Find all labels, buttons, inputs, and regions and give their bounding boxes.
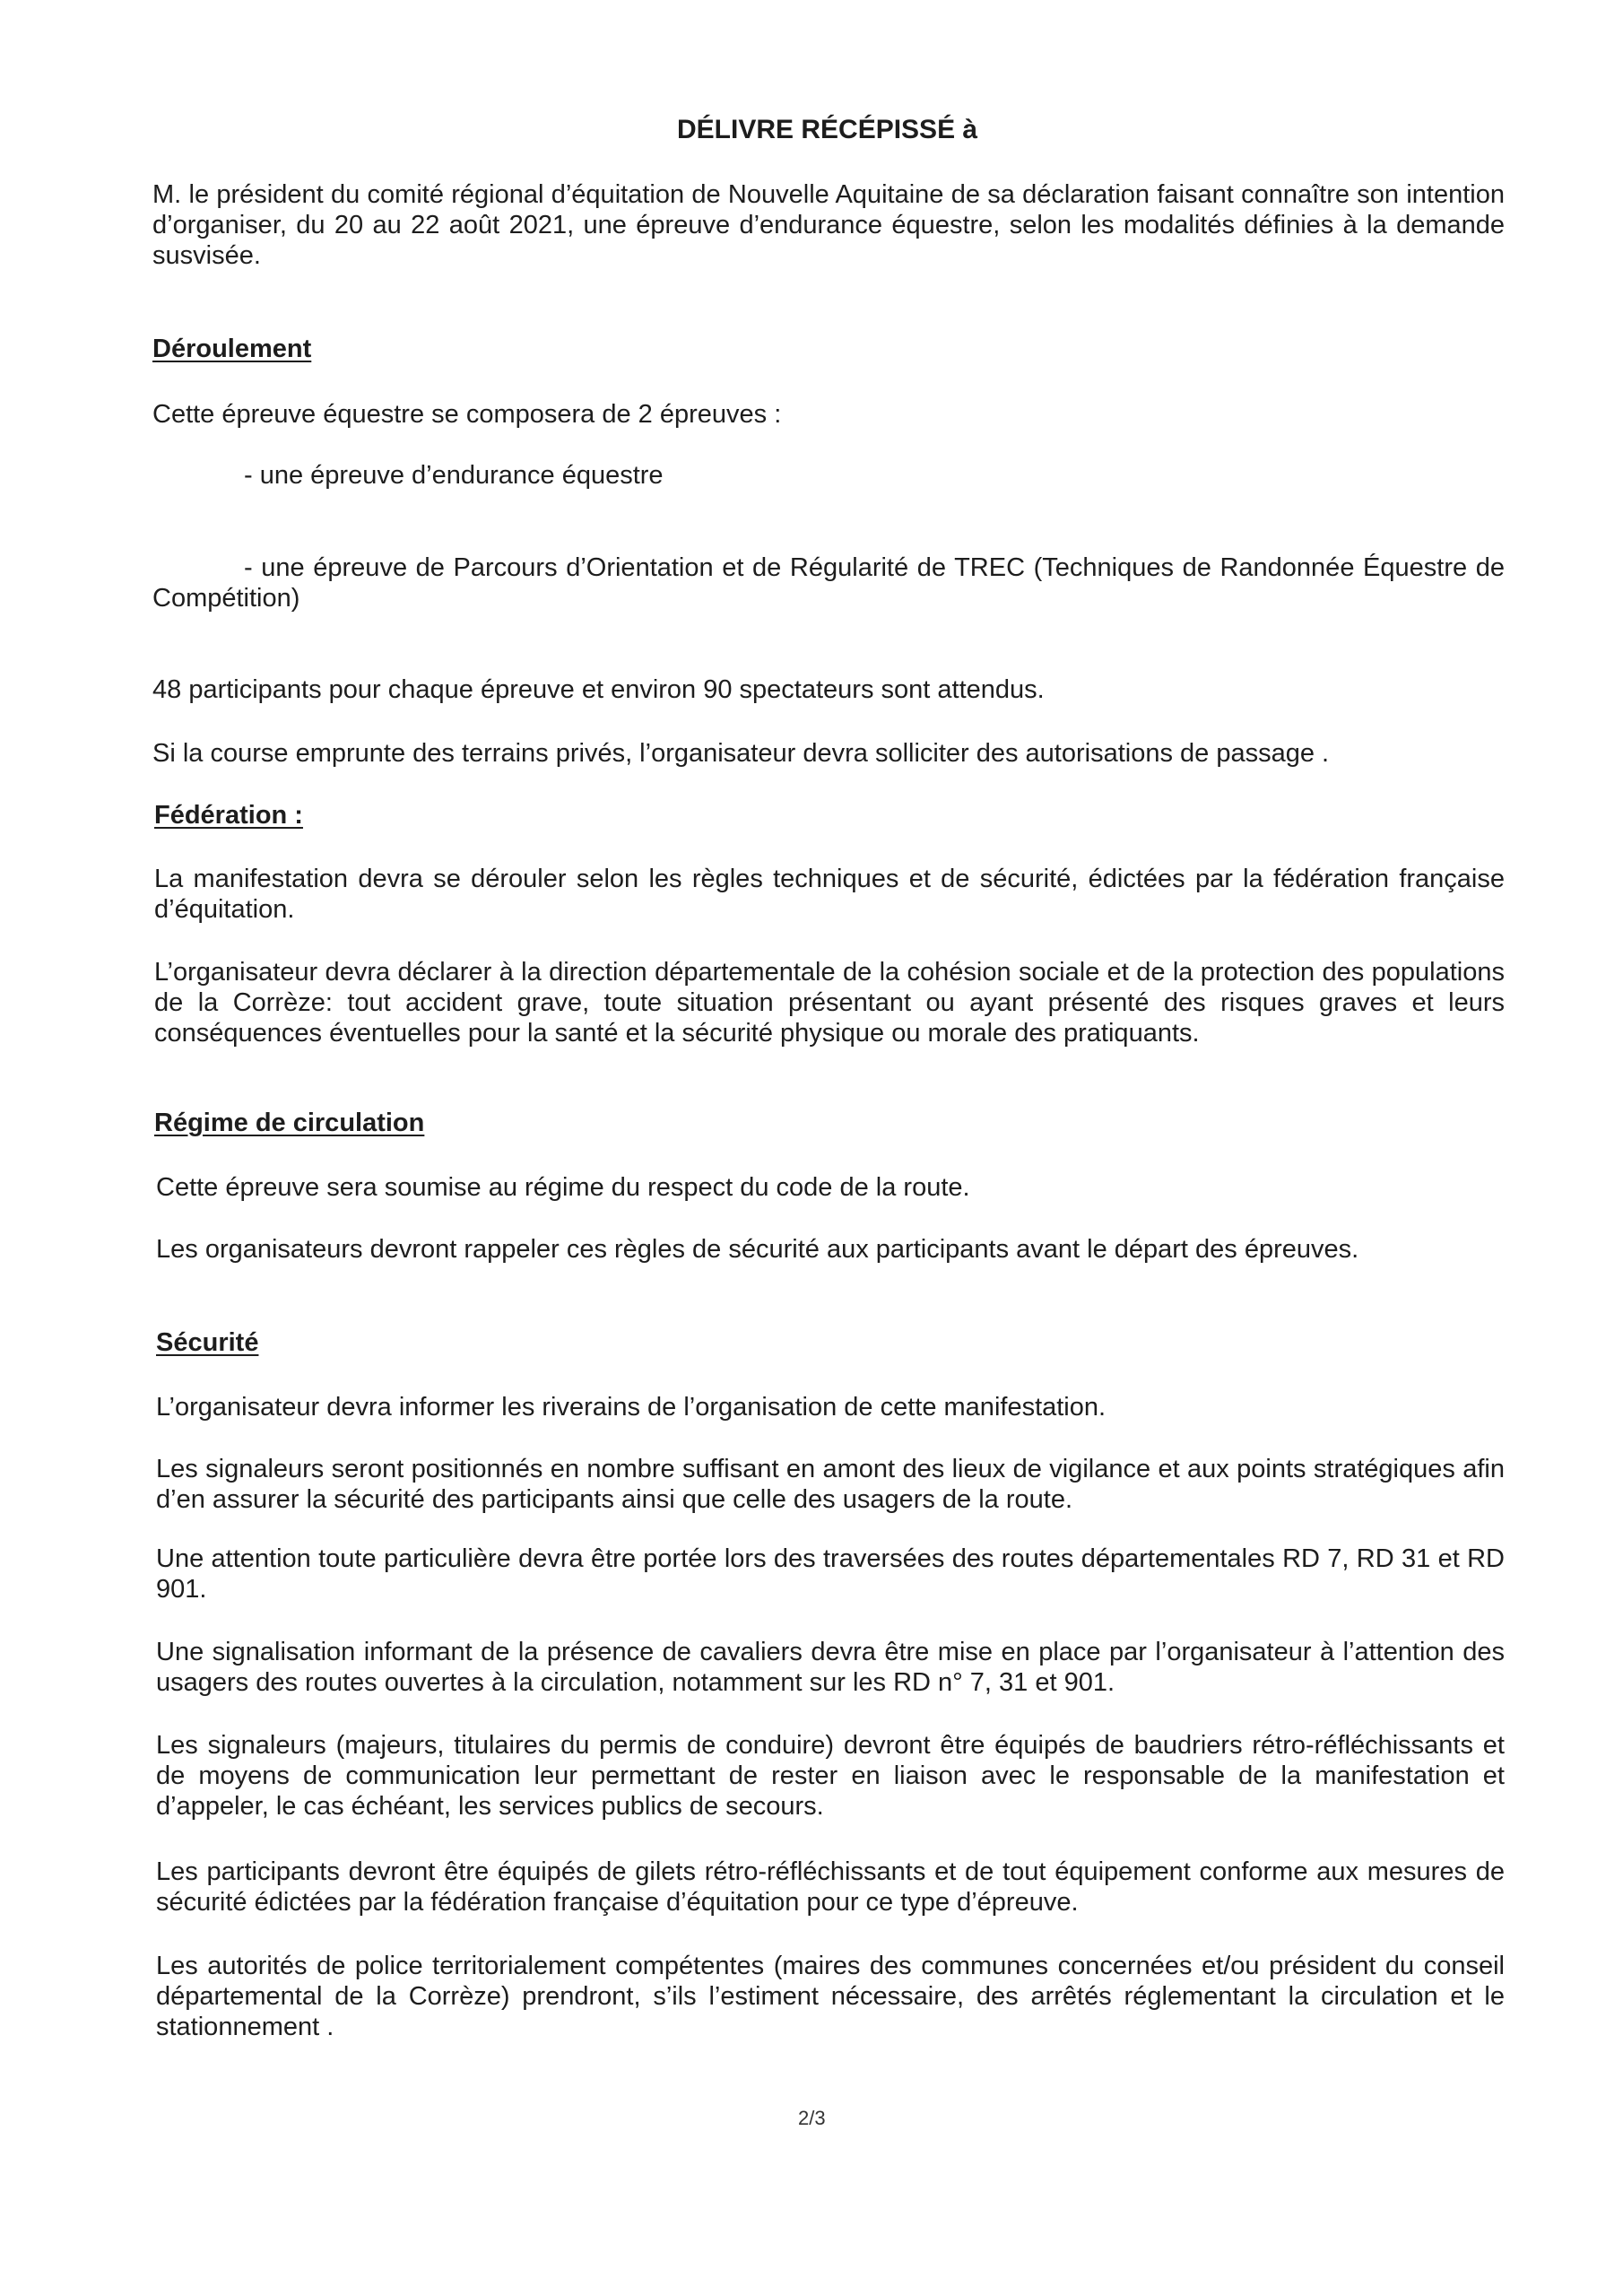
heading-federation: Fédération : bbox=[154, 801, 303, 830]
securite-paragraph-6: Les participants devront être équipés de gilets rétro-réfléchissants et de tout équipement conforme aux mesures de sécurité édictées par la fédération française d’équitation pour ce type d’épreuve. bbox=[156, 1857, 1505, 1917]
circulation-paragraph-2: Les organisateurs devront rappeler ces règles de sécurité aux participants avant le départ des épreuves. bbox=[156, 1235, 1359, 1264]
federation-paragraph-2: L’organisateur devra déclarer à la direction départementale de la cohésion sociale et de la protection des populations de la Corrèze: tout accident grave, toute situation présentant ou ayant présenté des risques graves et leurs conséquences éventuelles pour la santé et la sécurité physique ou morale des pratiquants. bbox=[154, 958, 1505, 1048]
deroulement-item-2: - une épreuve de Parcours d’Orientation et de Régularité de TREC (Techniques de Randonnée Équestre de Compétition) bbox=[152, 553, 1505, 613]
circulation-paragraph-1: Cette épreuve sera soumise au régime du respect du code de la route. bbox=[156, 1173, 970, 1202]
deroulement-item-1: - une épreuve d’endurance équestre bbox=[244, 461, 664, 490]
securite-paragraph-2: Les signaleurs seront positionnés en nombre suffisant en amont des lieux de vigilance et aux points stratégiques afin d’en assurer la sécurité des participants ainsi que celle des usagers de la route. bbox=[156, 1455, 1505, 1514]
securite-paragraph-7: Les autorités de police territorialement compétentes (maires des communes concernées et/ou président du conseil départemental de la Corrèze) prendront, s’ils l’estiment nécessaire, des arrêtés réglementant la circulation et le stationnement . bbox=[156, 1952, 1505, 2041]
heading-regime-circulation: Régime de circulation bbox=[154, 1109, 425, 1137]
federation-paragraph-1: La manifestation devra se dérouler selon les règles techniques et de sécurité, édictées par la fédération française d’équitation. bbox=[154, 865, 1505, 924]
securite-paragraph-4: Une signalisation informant de la présence de cavaliers devra être mise en place par l’organisateur à l’attention des usagers des routes ouvertes à la circulation, notamment sur les RD n° 7, 31 et 901. bbox=[156, 1638, 1505, 1697]
securite-paragraph-1: L’organisateur devra informer les riverains de l’organisation de cette manifestation. bbox=[156, 1393, 1107, 1422]
deroulement-participants: 48 participants pour chaque épreuve et environ 90 spectateurs sont attendus. bbox=[152, 675, 1045, 704]
securite-paragraph-3: Une attention toute particulière devra être portée lors des traversées des routes départementales RD 7, RD 31 et RD 901. bbox=[156, 1544, 1505, 1604]
page-number: 2/3 bbox=[798, 2107, 826, 2129]
deroulement-private-land: Si la course emprunte des terrains privés, l’organisateur devra solliciter des autorisations de passage . bbox=[152, 739, 1330, 768]
document-title: DÉLIVRE RÉCÉPISSÉ à bbox=[677, 115, 978, 144]
securite-paragraph-5: Les signaleurs (majeurs, titulaires du permis de conduire) devront être équipés de baudriers rétro-réfléchissants et de moyens de communication leur permettant de rester en liaison avec le responsable de la manifestation et d’appeler, le cas échéant, les services publics de secours. bbox=[156, 1731, 1505, 1821]
heading-deroulement: Déroulement bbox=[152, 335, 312, 363]
heading-securite: Sécurité bbox=[156, 1328, 259, 1357]
intro-paragraph: M. le président du comité régional d’équitation de Nouvelle Aquitaine de sa déclaration faisant connaître son intention d’organiser, du 20 au 22 août 2021, une épreuve d’endurance équestre, selon les modalités définies à la demande susvisée. bbox=[152, 180, 1505, 270]
deroulement-lead: Cette épreuve équestre se composera de 2 épreuves : bbox=[152, 400, 782, 429]
